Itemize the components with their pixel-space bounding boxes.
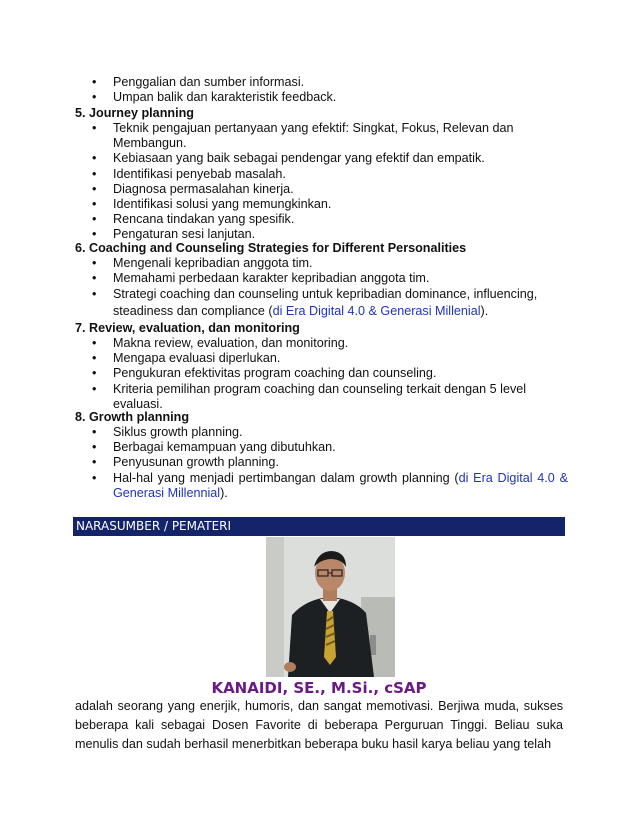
bullet-icon: • — [92, 425, 97, 439]
bullet-icon: • — [92, 271, 97, 286]
bullet-icon: • — [92, 351, 97, 366]
list-item: • Kebiasaan yang baik sebagai pendengar yang efektif dan empatik. — [92, 151, 485, 166]
bullet-icon: • — [92, 470, 97, 485]
list-item: • Penggalian dan sumber informasi. — [92, 75, 305, 89]
list-item: • Penyusunan growth planning. — [92, 455, 279, 470]
list-item: • Teknik pengajuan pertanyaan yang efektif: Singkat, Fokus, Relevan dan Membangun. — [92, 121, 514, 151]
bullet-icon: • — [92, 75, 97, 89]
intro-list — [0, 75, 568, 105]
bullet-icon: • — [92, 381, 97, 396]
section-5-heading: 5. Journey planning — [75, 106, 194, 120]
speaker-photo — [266, 537, 395, 677]
list-item: • Kriteria pemilihan program coaching dan counseling terkait dengan 5 level evaluasi. — [92, 381, 527, 411]
section-banner: NARASUMBER / PEMATERI — [73, 517, 565, 536]
list-item: • Makna review, evaluation, dan monitoring. — [92, 336, 349, 350]
speaker-name: KANAIDI, SE., M.Si., cSAP — [211, 679, 427, 697]
bullet-icon: • — [92, 166, 97, 181]
list-item: • Memahami perbedaan karakter kepribadian anggota tim. — [92, 271, 430, 286]
list-item: • Pengaturan sesi lanjutan. — [92, 227, 256, 242]
list-item: • Hal-hal yang menjadi pertimbangan dalam growth planning (di Era Digital 4.0 & Generasi Millennial). — [92, 470, 568, 500]
list-item: • Mengapa evaluasi diperlukan. — [92, 351, 281, 366]
bullet-icon: • — [92, 197, 97, 212]
bullet-icon: • — [92, 181, 97, 196]
bullet-icon: • — [92, 455, 97, 470]
section-6-list — [0, 256, 568, 320]
list-item: • Diagnosa permasalahan kinerja. — [92, 181, 294, 196]
bullet-icon: • — [92, 227, 97, 242]
bullet-icon: • — [92, 212, 97, 227]
era-digital-link[interactable]: di Era Digital 4.0 & Generasi Millenial — [272, 304, 481, 319]
list-item: • Identifikasi solusi yang memungkinkan. — [92, 197, 332, 212]
section-8-heading: 8. Growth planning — [75, 410, 190, 424]
bullet-icon: • — [92, 336, 97, 350]
section-8-list — [0, 425, 568, 501]
section-6-heading: 6. Coaching and Counseling Strategies for Different Personalities — [75, 241, 467, 255]
list-item: • Mengenali kepribadian anggota tim. — [92, 256, 313, 270]
bullet-icon: • — [92, 366, 97, 381]
bullet-icon: • — [92, 90, 97, 105]
bullet-icon: • — [92, 287, 97, 302]
list-item: • Strategi coaching dan counseling untuk kepribadian dominance, influencing, steadiness dan compliance (di Era Digital 4.0 & Generasi Millenial). — [92, 287, 538, 319]
bullet-icon: • — [92, 121, 97, 135]
section-5-list — [0, 121, 568, 243]
list-item: • Pengukuran efektivitas program coaching dan counseling. — [92, 366, 437, 381]
list-item: • Siklus growth planning. — [92, 425, 243, 439]
list-item: • Rencana tindakan yang spesifik. — [92, 212, 295, 227]
bullet-icon: • — [92, 151, 97, 166]
section-7-heading: 7. Review, evaluation, dan monitoring — [75, 321, 300, 335]
bullet-icon: • — [92, 440, 97, 455]
speaker-bio: adalah seorang yang enerjik, humoris, dan sangat memotivasi. Berjiwa muda, sukses beberapa kali sebagai Dosen Favorite di beberapa Perguruan Tinggi. Beliau suka menulis dan sudah berhasil menerbitkan beberapa buku hasil karya beliau yang telah — [75, 699, 563, 751]
bullet-icon: • — [92, 256, 97, 270]
list-item: • Berbagai kemampuan yang dibutuhkan. — [92, 440, 336, 455]
speaker-photo-illustration — [266, 537, 395, 677]
list-item: • Umpan balik dan karakteristik feedback. — [92, 90, 337, 105]
list-item: • Identifikasi penyebab masalah. — [92, 166, 286, 181]
era-digital-link[interactable]: di Era Digital 4.0 & Generasi Millennial — [113, 470, 568, 500]
section-7-list — [0, 336, 568, 412]
